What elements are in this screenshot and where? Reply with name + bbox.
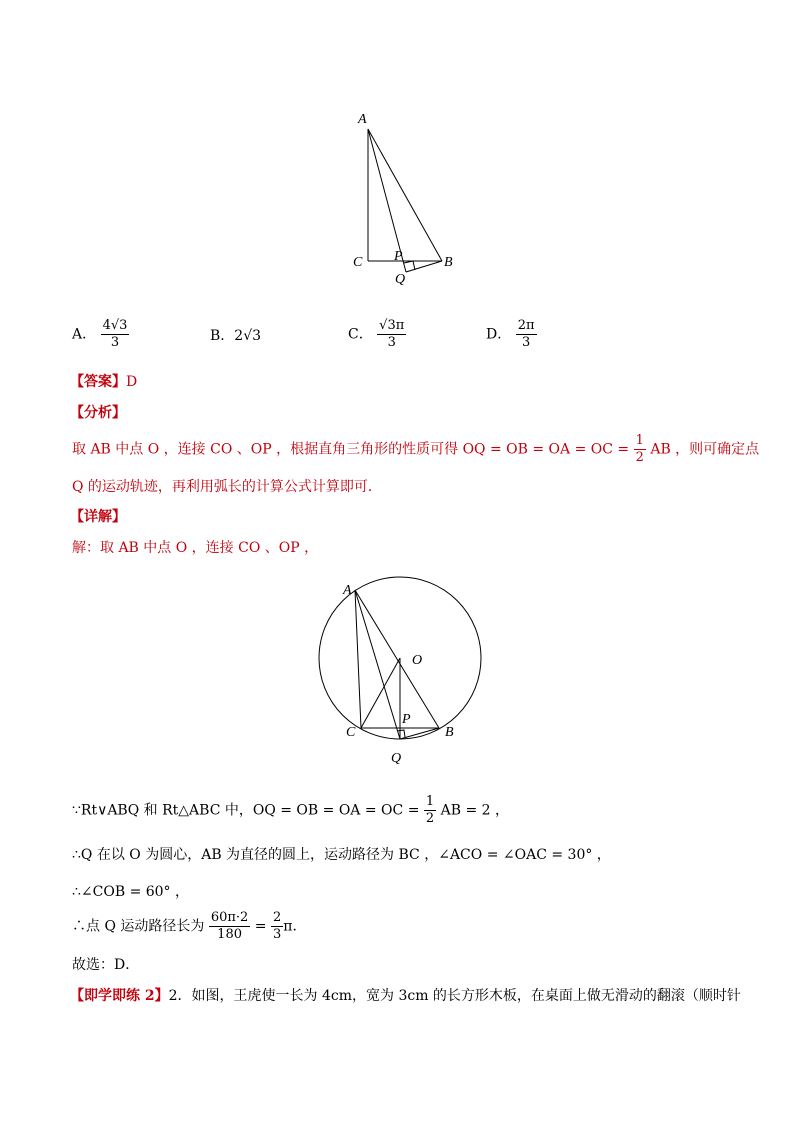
answer-value: D — [126, 374, 138, 390]
segment-co — [361, 658, 400, 728]
solution-line-2: ∴Q 在以 O 为圆心，AB 为直径的圆上，运动路径为 BC ，∠ACO = ∠OAC = 30° ， — [72, 847, 611, 863]
next-text: 2．如图，王虎使一长为 4cm，宽为 3cm 的长方形木板，在桌面上做无滑动的翻滚（顺时针 — [168, 988, 741, 1004]
figure-circle — [305, 570, 495, 770]
analysis-line-2: Q 的运动轨迹，再利用弧长的计算公式计算即可． — [72, 479, 382, 495]
solution-line-5: 故选：D． — [72, 957, 140, 973]
segment-ac — [355, 590, 361, 728]
label-q: Q — [391, 751, 402, 766]
label-q: Q — [395, 272, 406, 287]
option-a[interactable]: A． $\frac{4√3}{3}$ — [72, 318, 128, 350]
label-a: A — [358, 112, 367, 127]
label-a: A — [343, 583, 352, 598]
option-d[interactable]: D． $\frac{2\pi}{3}$ — [486, 318, 535, 350]
option-c[interactable]: C． $\frac{√3\pi}{3}$ — [348, 318, 405, 350]
right-angle-mark — [404, 261, 415, 270]
detail-label: 【详解】 — [70, 509, 126, 525]
answer-label: 【答案】 — [70, 374, 126, 390]
solution-line-4: ∴点 Q 运动路径长为 $\frac{60\pi\cdot 2}{180}$ = $\frac{2}{3}$ π． — [72, 910, 307, 942]
answer-line — [70, 372, 137, 392]
segment-qb — [400, 728, 439, 739]
label-o: O — [412, 653, 423, 668]
detail-line-1: 解：取 AB 中点 O ，连接 CO 、OP ， — [72, 540, 319, 556]
segment-ab — [368, 129, 442, 261]
label-p: P — [394, 249, 403, 264]
segment-ab — [355, 590, 439, 728]
solution-line-3: ∴∠COB = 60° ， — [72, 884, 190, 900]
label-c: C — [346, 725, 356, 740]
analysis-line-1: 取 AB 中点 O ，连接 CO 、OP ，根据直角三角形的性质可得 OQ = OB = OA = OC = $\frac{1}{2}$ AB ，则可确定点 — [72, 433, 760, 465]
option-b[interactable]: B．2√3 — [210, 328, 262, 344]
label-p: P — [402, 712, 411, 727]
segment-qb — [406, 261, 442, 272]
label-b: B — [444, 255, 453, 270]
label-c: C — [353, 255, 363, 270]
segment-aq — [355, 590, 400, 739]
next-exercise-line — [70, 986, 741, 1006]
solution-line-1: ∵Rt∨ABQ 和 Rt△ABC 中，OQ = OB = OA = OC = $\frac{1}{2}$ AB = 2 ， — [72, 794, 510, 826]
figure-right-triangle — [340, 105, 470, 290]
analysis-label: 【分析】 — [70, 405, 126, 421]
label-b: B — [445, 725, 454, 740]
next-label: 【即学即练 2】 — [70, 988, 169, 1004]
